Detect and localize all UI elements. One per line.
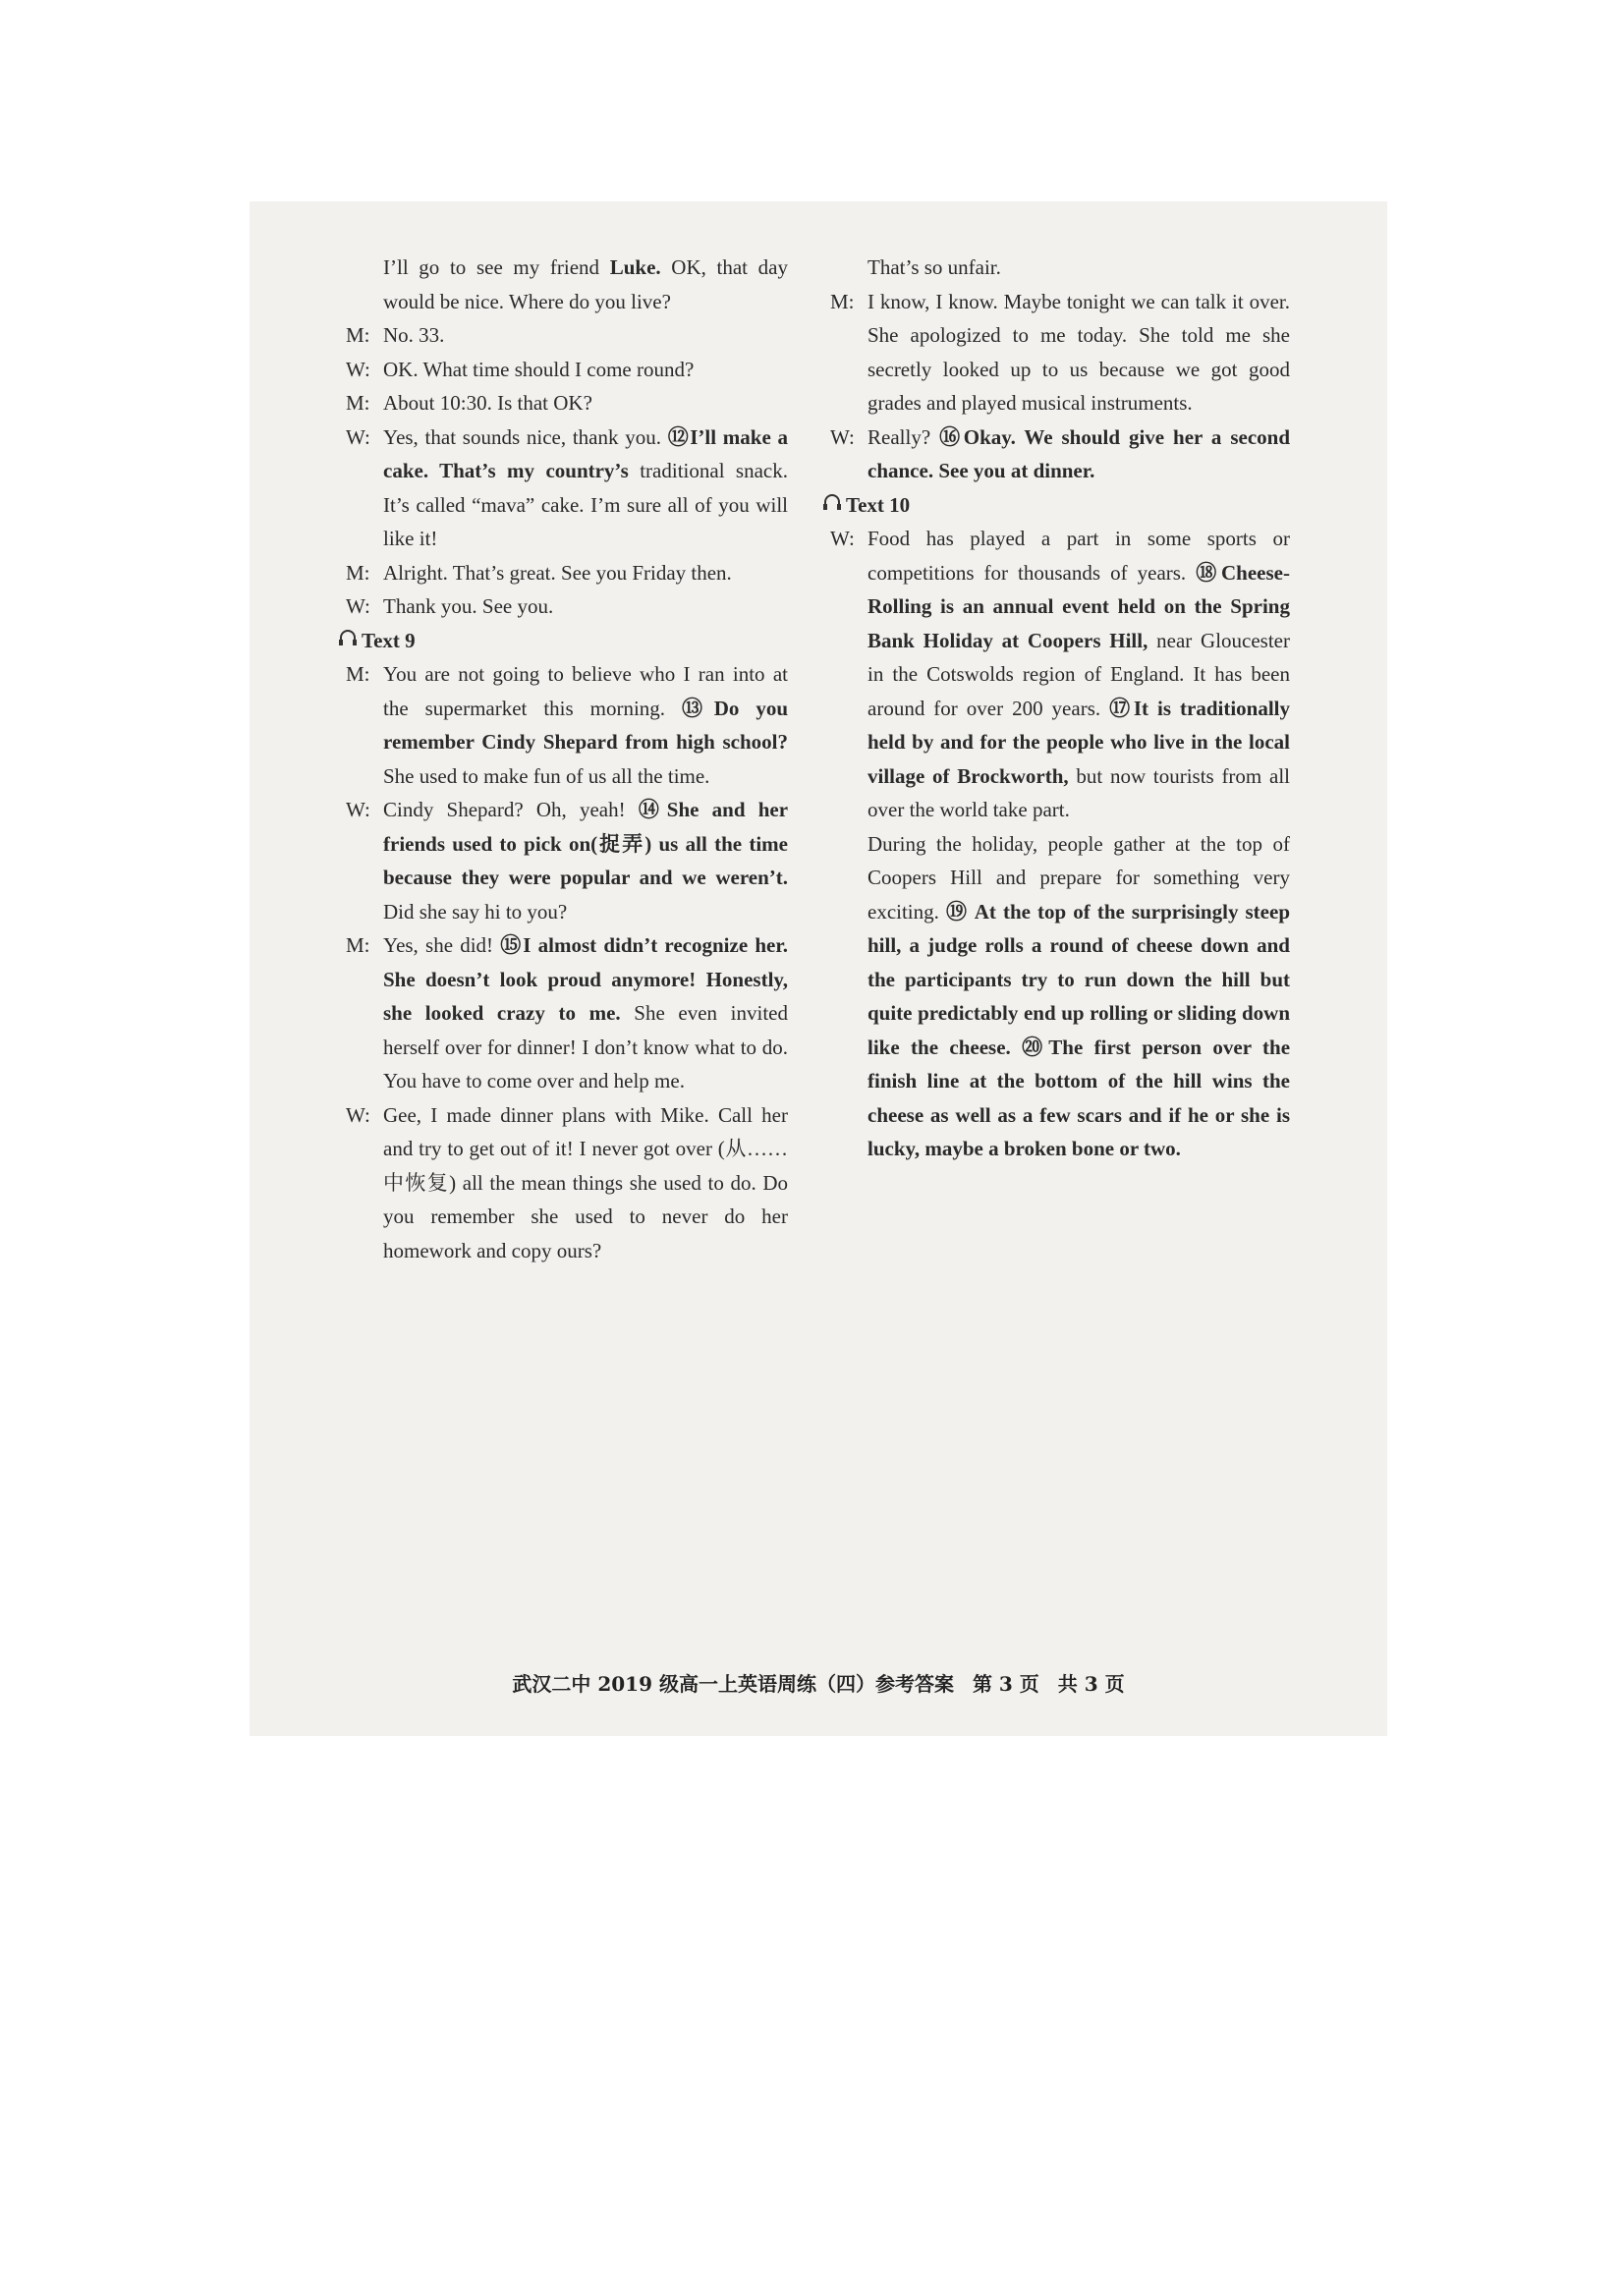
scanned-page: [250, 201, 1387, 1736]
plain-text: Did she say hi to you?: [383, 899, 568, 924]
dialogue-line: [346, 1098, 788, 1268]
page-footer: [250, 1668, 1387, 1697]
dialogue-line: [346, 657, 788, 793]
speaker-label: M:: [346, 391, 370, 415]
question-number-16: ⑯: [939, 424, 964, 449]
dialogue-text: [383, 793, 788, 928]
dialogue-text: [383, 928, 788, 1098]
dialogue-text: OK. What time should I come round?: [383, 357, 695, 381]
plain-text: Food has played a part in some sports or competitions for thousands of years.: [867, 527, 1290, 585]
question-number-13: ⑬: [682, 696, 714, 720]
plain-text: You are not going to believe who I ran into at the supermarket this morning.: [383, 662, 788, 720]
speaker-label: W:: [346, 798, 370, 821]
intro-text-1: I’ll go to see my friend: [383, 255, 610, 279]
dialogue-line: [346, 420, 788, 556]
plain-text: She used to make fun of us all the time.: [383, 763, 710, 788]
dialogue-text: I know, I know. Maybe tonight we can talk it over. She apologized to me today. She told me she secretly looked up to us because we got good grades and played musical instruments.: [867, 289, 1290, 415]
plain-text: traditional snack. It’s called “mava” cake. I’m sure all of you will like it!: [383, 459, 788, 550]
speaker-label: W:: [346, 1102, 370, 1127]
dialogue-text: Gee, I made dinner plans with Mike. Call her and try to get out of it! I never got over (从……中恢复) all the mean things she used to do. Do you remember she used to never do her homework and copy ours?: [383, 1102, 788, 1262]
intro-paragraph: [346, 251, 788, 318]
continued-text: That’s so unfair.: [867, 255, 1001, 279]
left-column: [346, 251, 788, 1267]
question-number-18: ⑱: [1196, 560, 1222, 585]
section-heading-text-9: [334, 624, 788, 658]
dialogue-line: [346, 556, 788, 590]
dialogue-text: Thank you. See you.: [383, 594, 554, 618]
plain-text: Really?: [867, 424, 940, 449]
speaker-label: M:: [346, 560, 370, 585]
speaker-label: M:: [830, 289, 855, 313]
answer-text: Do you remember Cindy Shepard from high school?: [383, 696, 788, 754]
speaker-label: W:: [830, 527, 855, 550]
paragraph: [830, 827, 1290, 1166]
question-number-17: ⑰: [1109, 696, 1134, 720]
plain-text: Cindy Shepard? Oh, yeah!: [383, 798, 639, 821]
question-number-14: ⑭: [638, 798, 667, 821]
dialogue-text: [383, 420, 788, 556]
headphones-icon: [334, 624, 362, 658]
footer-title: 武汉二中 2019 级高一上英语周练（四）参考答案: [512, 1672, 954, 1696]
section-label: Text 9: [362, 628, 416, 652]
speaker-label: W:: [346, 594, 370, 618]
plain-text: Yes, that sounds nice, thank you.: [383, 424, 668, 449]
dialogue-line: [346, 353, 788, 387]
answer-text: Cheese-Rolling is an annual event held on the Spring Bank Holiday at Coopers Hill,: [867, 560, 1290, 652]
speaker-label: M:: [346, 933, 370, 957]
answer-text: Okay. We should give her a second chance. See you at dinner.: [867, 424, 1291, 482]
speaker-label: W:: [346, 357, 370, 381]
plain-text: but now tourists from all over the world take part.: [867, 763, 1290, 821]
footer-total-pages: 共 3 页: [1057, 1672, 1125, 1696]
answer-text: The first person over the finish line at the bottom of the hill wins the cheese as well as a few scars and if he or she is lucky, maybe a broken bone or two.: [867, 1035, 1291, 1160]
dialogue-line: [346, 318, 788, 353]
answer-text: I almost didn’t recognize her. She doesn’t look proud anymore! Honestly, she looked crazy to me.: [383, 933, 789, 1025]
dialogue-text: [867, 522, 1290, 827]
dialogue-line: [346, 928, 788, 1098]
plain-text: near Gloucester in the Cotswolds region of England. It has been around for over 200 years.: [867, 628, 1290, 720]
intro-text-3: OK, that day would be nice. Where do you live?: [383, 255, 788, 313]
answer-text: I’ll make a cake. That’s my country’s: [383, 424, 789, 482]
plain-text: She even invited herself over for dinner! I don’t know what to do. You have to come over and help me.: [383, 1001, 788, 1092]
intro-text-2: Luke.: [609, 255, 661, 279]
dialogue-line: [346, 793, 788, 928]
dialogue-text: [867, 420, 1290, 488]
headphones-icon: [818, 488, 846, 523]
dialogue-line: [830, 420, 1290, 488]
section-label: Text 10: [846, 492, 911, 517]
plain-text: Yes, she did!: [383, 933, 501, 957]
right-column: [830, 251, 1290, 1166]
section-heading-text-10: [818, 488, 1290, 523]
question-number-20: ⑳: [1010, 1035, 1049, 1059]
dialogue-line: [346, 386, 788, 420]
speaker-label: M:: [346, 662, 370, 686]
dialogue-text: [383, 657, 788, 793]
footer-page-number: 第 3 页: [972, 1672, 1039, 1696]
answer-text: It is traditionally held by and for the people who live in the local village of Brockworth,: [867, 696, 1291, 788]
question-number-12: ⑫: [667, 424, 691, 449]
dialogue-text: Alright. That’s great. See you Friday then.: [383, 560, 732, 585]
dialogue-line: [346, 589, 788, 624]
speaker-label: W:: [830, 424, 855, 449]
plain-text: During the holiday, people gather at the top of Coopers Hill and prepare for something very exciting.: [867, 831, 1290, 924]
speaker-label: M:: [346, 323, 370, 347]
dialogue-text: No. 33.: [383, 323, 445, 347]
dialogue-line: [830, 285, 1290, 420]
dialogue-line: [830, 522, 1290, 827]
answer-text: She and her friends used to pick on(捉弄) us all the time because they were popular and we weren’t.: [383, 798, 789, 889]
question-number-19: ⑲: [945, 899, 969, 924]
answer-text: At the top of the surprisingly steep hill, a judge rolls a round of cheese down and the participants try to run down the hill but quite predictably end up rolling or sliding down like the cheese.: [867, 899, 1291, 1059]
speaker-label: W:: [346, 424, 370, 449]
dialogue-text: About 10:30. Is that OK?: [383, 391, 592, 415]
question-number-15: ⑮: [500, 933, 524, 957]
